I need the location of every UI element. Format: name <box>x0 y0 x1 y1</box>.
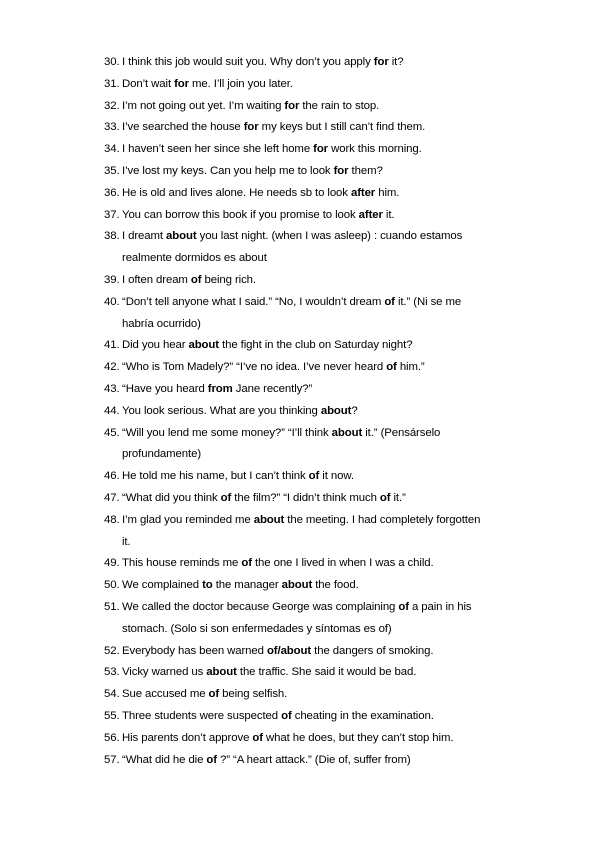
item-number: 41. <box>104 339 120 352</box>
sentence-fragment: “Have you heard <box>122 382 208 395</box>
list-item <box>104 183 544 205</box>
item-text <box>122 226 544 270</box>
sentence-fragment: You can borrow this book if you promise to look <box>122 208 359 221</box>
item-text <box>122 662 544 684</box>
preposition-bold: to <box>202 579 213 592</box>
sentence-fragment: them? <box>348 164 383 177</box>
item-number: 43. <box>104 382 120 395</box>
list-item <box>104 270 544 292</box>
item-text <box>122 401 544 423</box>
list-item <box>104 205 544 227</box>
sentence-fragment: You look serious. What are you thinking <box>122 404 321 417</box>
sentence-fragment: the traffic. She said it would be bad. <box>236 666 417 679</box>
sentence-fragment: I’ve searched the house <box>122 121 244 134</box>
sentence-fragment: the food. <box>312 579 359 592</box>
preposition-bold: of/about <box>266 644 312 657</box>
item-number: 42. <box>104 361 120 374</box>
item-number: 30. <box>104 56 120 68</box>
sentence-fragment: Vicky warned us <box>122 666 207 679</box>
sentence-fragment: being rich. <box>201 273 256 286</box>
item-number: 55. <box>104 709 120 722</box>
item-text <box>122 728 544 750</box>
item-number: 37. <box>104 208 120 221</box>
sentence-fragment: This house reminds me <box>122 557 242 570</box>
item-text <box>122 335 544 357</box>
sentence-fragment: it.” <box>390 491 406 504</box>
list-item <box>104 74 544 96</box>
item-number: 47. <box>104 491 120 504</box>
sentence-fragment: I dreamt <box>122 230 167 243</box>
sentence-fragment: ? <box>351 404 358 417</box>
sentence-fragment: the fight in the club on Saturday night? <box>218 339 413 352</box>
preposition-bold: of <box>190 273 202 286</box>
sentence-fragment: I think this job would suit you. Why don’t you apply <box>122 56 374 68</box>
item-number: 31. <box>104 77 120 90</box>
sentence-fragment: you last night. (when I was asleep) : cuando estamos realmente dormidos es about <box>122 230 463 265</box>
preposition-bold: of <box>281 709 292 722</box>
sentence-fragment: “Will you lend me some money?” “I’ll think <box>122 426 332 439</box>
item-number: 33. <box>104 121 120 134</box>
preposition-bold: of <box>206 753 217 766</box>
sentence-fragment: I’m not going out yet. I’m waiting <box>122 99 285 112</box>
item-number: 32. <box>104 99 120 112</box>
item-number: 53. <box>104 666 120 679</box>
list-item <box>104 96 544 118</box>
item-number: 45. <box>104 426 120 439</box>
sentence-fragment: I haven’t seen her since she left home <box>122 143 314 156</box>
sentence-fragment: work this morning. <box>328 143 422 156</box>
item-text <box>122 510 544 554</box>
sentence-fragment: cheating in the examination. <box>291 709 434 722</box>
preposition-bold: after <box>358 208 383 221</box>
list-item <box>104 553 544 575</box>
item-text <box>122 117 544 139</box>
sentence-fragment: it now. <box>319 470 354 483</box>
sentence-fragment: We complained <box>122 579 203 592</box>
item-number: 54. <box>104 688 120 701</box>
preposition-bold: about <box>331 426 363 439</box>
sentence-fragment: it.” (Ni se me habría ocurrido) <box>122 295 462 330</box>
sentence-fragment: me. I’ll join you later. <box>188 77 293 90</box>
sentence-fragment: it? <box>388 56 404 68</box>
preposition-bold: of <box>386 361 397 374</box>
sentence-fragment: “What did you think <box>122 491 221 504</box>
list-item <box>104 575 544 597</box>
list-item <box>104 292 544 336</box>
sentence-fragment: Sue accused me <box>122 688 209 701</box>
preposition-bold: about <box>206 666 237 679</box>
list-item <box>104 357 544 379</box>
item-number: 46. <box>104 470 120 483</box>
item-text <box>122 684 544 706</box>
sentence-fragment: His parents don’t approve <box>122 731 253 744</box>
sentence-fragment: I’ve lost my keys. Can you help me to look <box>122 164 334 177</box>
sentence-fragment: “Who is Tom Madely?” “I’ve no idea. I’ve never heard <box>122 361 387 374</box>
preposition-bold: about <box>253 513 285 526</box>
item-text <box>122 466 544 488</box>
preposition-bold: for <box>243 121 259 134</box>
list-item <box>104 510 544 554</box>
item-number: 56. <box>104 731 120 744</box>
item-text <box>122 96 544 118</box>
sentence-fragment: the dangers of smoking. <box>311 644 434 657</box>
sentence-fragment: being selfish. <box>219 688 288 701</box>
list-item <box>104 335 544 357</box>
list-item <box>104 139 544 161</box>
list-item <box>104 117 544 139</box>
list-item <box>104 662 544 684</box>
item-number: 57. <box>104 753 120 766</box>
list-item <box>104 161 544 183</box>
preposition-bold: of <box>308 470 320 483</box>
list-item <box>104 684 544 706</box>
preposition-bold: of <box>398 600 409 613</box>
item-number: 40. <box>104 295 120 308</box>
item-number: 44. <box>104 404 120 417</box>
list-item <box>104 52 544 74</box>
sentence-fragment: Everybody has been warned <box>122 644 267 657</box>
item-text <box>122 553 544 575</box>
list-item <box>104 226 544 270</box>
item-text <box>122 52 544 74</box>
preposition-bold: of <box>252 731 263 744</box>
item-number: 52. <box>104 644 120 657</box>
list-item <box>104 488 544 510</box>
preposition-bold: about <box>320 404 352 417</box>
sentence-fragment: He told me his name, but I can’t think <box>122 470 309 483</box>
preposition-bold: about <box>188 339 219 352</box>
list-item <box>104 728 544 750</box>
item-text <box>122 379 544 401</box>
item-text <box>122 139 544 161</box>
item-text <box>122 74 544 96</box>
item-number: 49. <box>104 557 120 570</box>
sentence-fragment: Did you hear <box>122 339 189 352</box>
preposition-bold: from <box>207 382 233 395</box>
item-number: 50. <box>104 579 120 592</box>
sentence-fragment: the film?” “I didn’t think much <box>231 491 380 504</box>
item-number: 39. <box>104 273 120 286</box>
sentence-fragment: “What did he die <box>122 753 207 766</box>
item-number: 34. <box>104 143 120 156</box>
sentence-fragment: what he does, but they can’t stop him. <box>262 731 454 744</box>
item-text <box>122 161 544 183</box>
item-text <box>122 423 544 467</box>
sentence-fragment: a pain in his stomach. (Solo si son enfermedades y síntomas es of) <box>122 600 472 635</box>
list-item <box>104 423 544 467</box>
item-text <box>122 183 544 205</box>
item-text <box>122 641 544 663</box>
sentence-fragment: the meeting. I had completely forgotten it. <box>122 513 481 548</box>
sentence-fragment: Jane recently?” <box>232 382 313 395</box>
item-text <box>122 750 544 772</box>
preposition-bold: of <box>379 491 391 504</box>
preposition-bold: for <box>313 143 329 156</box>
item-number: 48. <box>104 513 120 526</box>
preposition-bold: about <box>281 579 313 592</box>
item-text <box>122 706 544 728</box>
preposition-bold: of <box>208 688 220 701</box>
list-item <box>104 641 544 663</box>
sentence-fragment: him. <box>375 186 400 199</box>
preposition-bold: for <box>174 77 189 90</box>
sentence-fragment: it.” (Pensárselo profundamente) <box>122 426 441 461</box>
list-item <box>104 706 544 728</box>
item-number: 35. <box>104 164 120 177</box>
item-text <box>122 488 544 510</box>
sentence-fragment: I often dream <box>122 273 191 286</box>
preposition-bold: after <box>350 186 376 199</box>
sentence-fragment: the one I lived in when I was a child. <box>251 557 434 570</box>
sentence-fragment: Three students were suspected <box>122 709 282 722</box>
sentence-list <box>104 52 544 771</box>
item-text <box>122 292 544 336</box>
sentence-fragment: the rain to stop. <box>299 99 380 112</box>
item-text <box>122 270 544 292</box>
sentence-fragment: I’m glad you reminded me <box>122 513 254 526</box>
item-number: 36. <box>104 186 120 199</box>
sentence-fragment: my keys but I still can’t find them. <box>258 121 426 134</box>
list-item <box>104 750 544 772</box>
item-text <box>122 575 544 597</box>
sentence-fragment: We called the doctor because George was complaining <box>122 600 399 613</box>
list-item <box>104 597 544 641</box>
item-number: 38. <box>104 230 120 243</box>
preposition-bold: of <box>384 295 395 308</box>
item-text <box>122 205 544 227</box>
list-item <box>104 466 544 488</box>
sentence-fragment: He is old and lives alone. He needs sb to look <box>122 186 351 199</box>
sentence-fragment: it. <box>382 208 395 221</box>
preposition-bold: for <box>284 99 300 112</box>
preposition-bold: for <box>333 164 349 177</box>
item-text <box>122 357 544 379</box>
sentence-fragment: ?” “A heart attack.” (Die of, suffer from) <box>216 753 411 766</box>
list-item <box>104 401 544 423</box>
preposition-bold: of <box>220 491 232 504</box>
preposition-bold: about <box>166 230 197 243</box>
list-item <box>104 379 544 401</box>
sentence-fragment: “Don’t tell anyone what I said.” “No, I wouldn’t dream <box>122 295 385 308</box>
item-text <box>122 597 544 641</box>
sentence-fragment: Don’t wait <box>122 77 175 90</box>
sentence-fragment: him.” <box>396 361 425 374</box>
item-number: 51. <box>104 600 120 613</box>
preposition-bold: of <box>241 557 252 570</box>
preposition-bold: for <box>373 56 389 68</box>
sentence-fragment: the manager <box>212 579 282 592</box>
